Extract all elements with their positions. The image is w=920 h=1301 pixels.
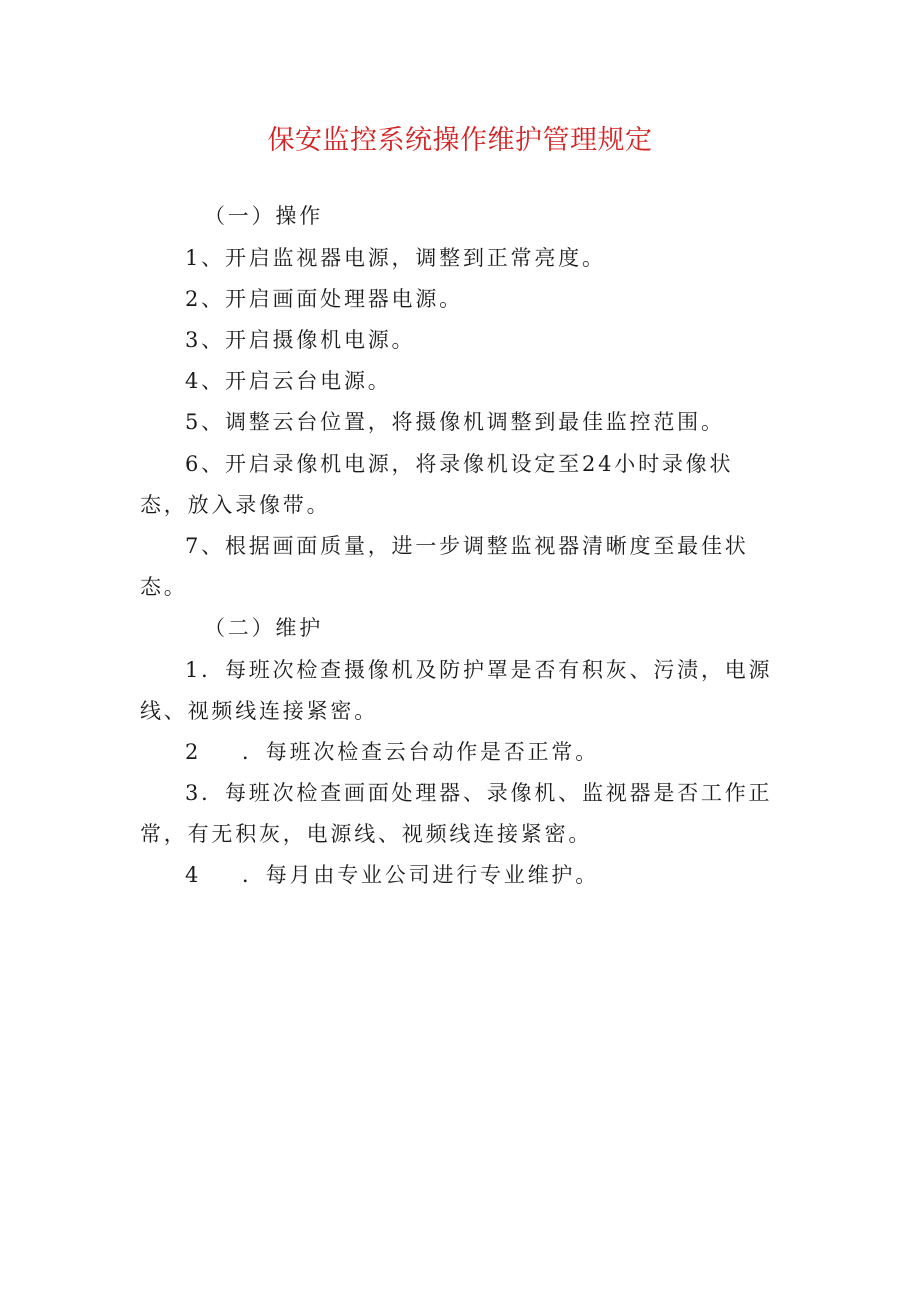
- operation-step-6-continued: 态，放入录像带。: [140, 493, 331, 517]
- maintenance-item-3-continued: 常，有无积灰，电源线、视频线连接紧密。: [140, 822, 593, 846]
- operation-step-7-continued: 态。: [140, 575, 188, 599]
- maintenance-item-1-continued: 线、视频线连接紧密。: [140, 699, 378, 723]
- maintenance-item-4-number: 4: [185, 863, 202, 887]
- operation-step-3: 3、开启摄像机电源。: [185, 328, 416, 352]
- operation-step-5: 5、调整云台位置，将摄像机调整到最佳监控范围。: [185, 410, 725, 434]
- operation-step-7: 7、根据画面质量，进一步调整监视器清晰度至最佳状: [185, 534, 749, 558]
- section-heading-maintenance: （二）维护: [204, 616, 323, 640]
- operation-step-1: 1、开启监视器电源，调整到正常亮度。: [185, 246, 606, 270]
- document-title: 保安监控系统操作维护管理规定: [267, 125, 653, 156]
- maintenance-item-4: ．每月由专业公司进行专业维护。: [242, 863, 599, 887]
- operation-step-2: 2、开启画面处理器电源。: [185, 287, 463, 311]
- maintenance-item-1: 1．每班次检查摄像机及防护罩是否有积灰、污渍，电源: [185, 658, 773, 682]
- maintenance-item-3: 3．每班次检查画面处理器、录像机、监视器是否工作正: [185, 781, 773, 805]
- section-heading-operation: （一）操作: [204, 204, 323, 228]
- operation-step-6: 6、开启录像机电源，将录像机设定至24小时录像状: [185, 452, 734, 476]
- maintenance-item-2: ．每班次检查云台动作是否正常。: [242, 740, 599, 764]
- operation-step-4: 4、开启云台电源。: [185, 369, 392, 393]
- maintenance-item-2-number: 2: [185, 740, 202, 764]
